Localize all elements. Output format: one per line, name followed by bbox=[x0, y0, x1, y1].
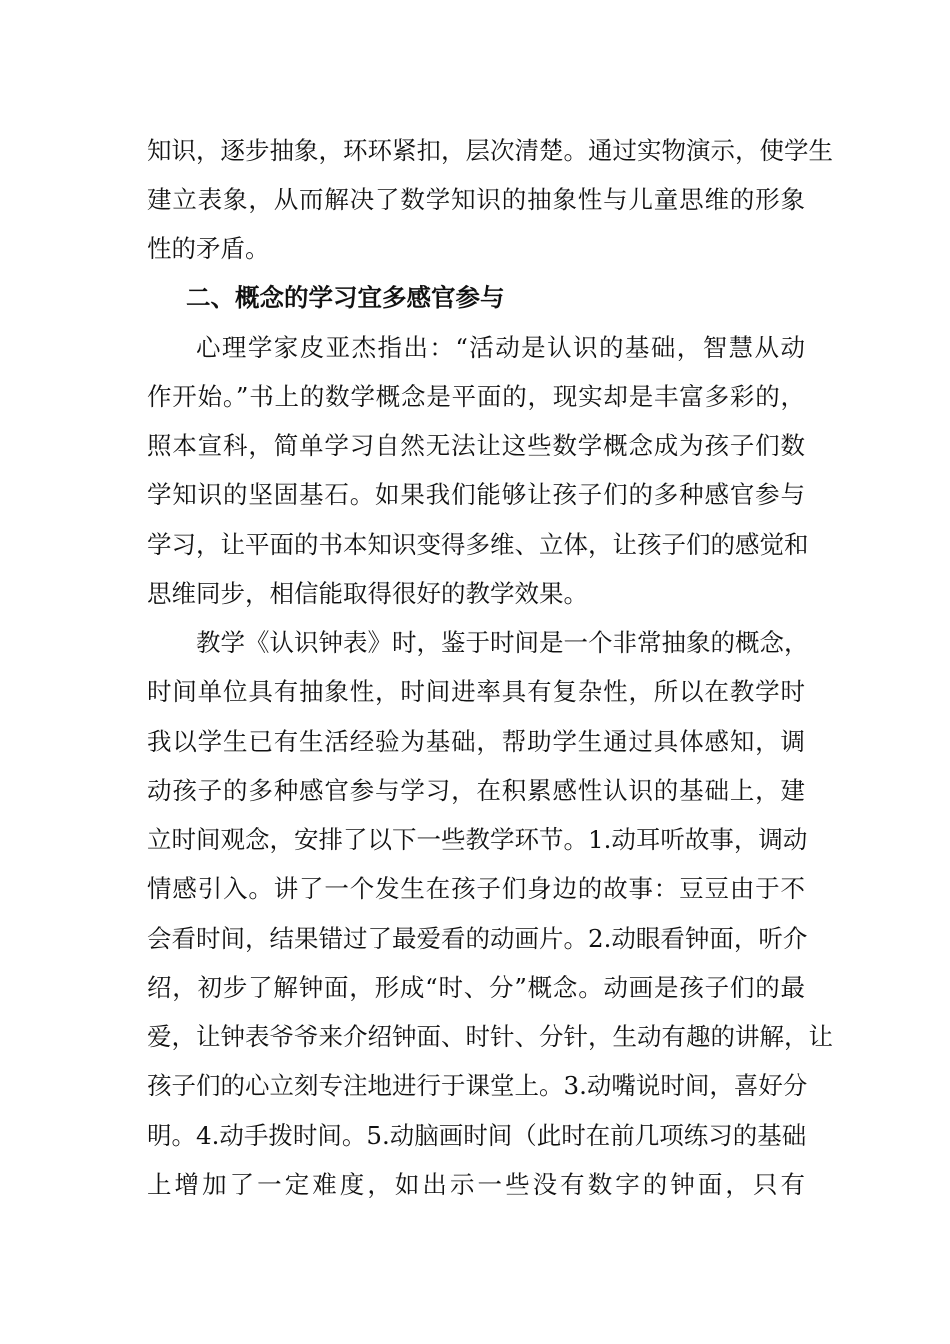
text-line: 立时间观念，安排了以下一些教学环节。1.动耳听故事，调动 bbox=[147, 825, 808, 854]
text-line: 学知识的坚固基石。如果我们能够让孩子们的多种感官参与 bbox=[147, 480, 805, 509]
text-line: 性的矛盾。 bbox=[147, 234, 270, 263]
text-line: 思维同步，相信能取得很好的教学效果。 bbox=[147, 579, 588, 608]
text-line: 明。4.动手拨时间。5.动脑画时间（此时在前几项练习的基础 bbox=[147, 1121, 807, 1150]
text-line: 动孩子的多种感官参与学习，在积累感性认识的基础上，建 bbox=[147, 776, 805, 805]
text-line: 上增加了一定难度，如出示一些没有数字的钟面，只有 bbox=[147, 1170, 805, 1199]
text-line: 学习，让平面的书本知识变得多维、立体，让孩子们的感觉和 bbox=[147, 530, 809, 559]
text-line: 时间单位具有抽象性，时间进率具有复杂性，所以在教学时 bbox=[147, 677, 805, 706]
text-line: 照本宣科，简单学习自然无法让这些数学概念成为孩子们数 bbox=[147, 431, 805, 460]
text-line: 建立表象，从而解决了数学知识的抽象性与儿童思维的形象 bbox=[147, 185, 805, 214]
text-line: 作开始。”书上的数学概念是平面的，现实却是丰富多彩的， bbox=[147, 382, 805, 411]
text-line: 孩子们的心立刻专注地进行于课堂上。3.动嘴说时间，喜好分 bbox=[147, 1071, 808, 1100]
text-line: 绍，初步了解钟面，形成“时、分”概念。动画是孩子们的最 bbox=[147, 973, 805, 1002]
section-heading: 二、概念的学习宜多感官参与 bbox=[186, 283, 505, 312]
text-line: 教学《认识钟表》时，鉴于时间是一个非常抽象的概念， bbox=[196, 628, 809, 657]
text-line: 爱，让钟表爷爷来介绍钟面、时针、分针，生动有趣的讲解，让 bbox=[147, 1022, 833, 1051]
text-line: 情感引入。讲了一个发生在孩子们身边的故事：豆豆由于不 bbox=[147, 874, 805, 903]
text-line: 知识，逐步抽象，环环紧扣，层次清楚。通过实物演示，使学生 bbox=[147, 136, 833, 165]
text-line: 会看时间，结果错过了最爱看的动画片。2.动眼看钟面，听介 bbox=[147, 924, 808, 953]
text-line: 我以学生已有生活经验为基础，帮助学生通过具体感知，调 bbox=[147, 727, 805, 756]
text-line: 心理学家皮亚杰指出：“活动是认识的基础，智慧从动 bbox=[196, 333, 805, 362]
